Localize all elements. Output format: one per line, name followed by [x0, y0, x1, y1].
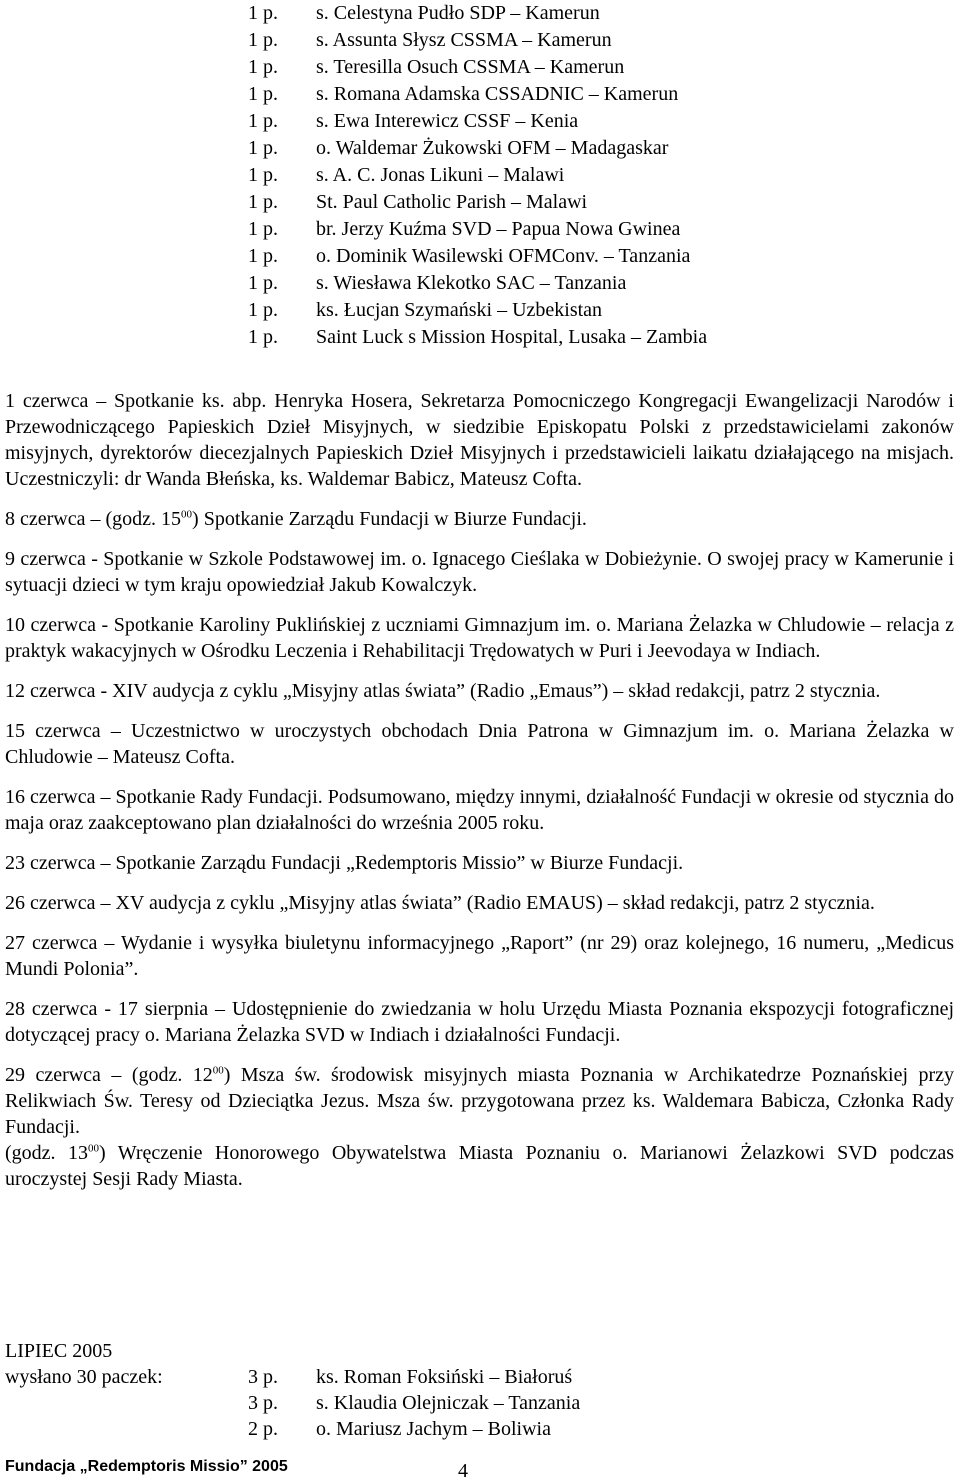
recipient: br. Jerzy Kuźma SVD – Papua Nowa Gwinea — [316, 218, 681, 240]
time-superscript: 00 — [212, 1064, 224, 1077]
distribution-row — [248, 189, 948, 216]
chronicle-entry: 15 czerwca – Uczestnictwo w uroczystych obchodach Dnia Patrona w Gimnazjum im. o. Mariana Żelazka w Chludowie – Mateusz Cofta. — [5, 720, 954, 768]
time-superscript: 00 — [181, 508, 193, 521]
distribution-row — [248, 108, 948, 135]
recipient: Saint Luck s Mission Hospital, Lusaka – Zambia — [316, 326, 708, 348]
quantity: 1 p. — [248, 272, 278, 294]
entry-text: ) Spotkanie Zarządu Fundacji w Biurze Fundacji. — [192, 508, 587, 530]
recipient: s. Assunta Słysz CSSMA – Kamerun — [316, 29, 612, 51]
chronicle-entry: 23 czerwca – Spotkanie Zarządu Fundacji „Redemptoris Missio” w Biurze Fundacji. — [5, 852, 684, 874]
recipient: s. Teresilla Osuch CSSMA – Kamerun — [316, 56, 625, 78]
quantity: 1 p. — [248, 83, 278, 105]
distribution-row — [248, 0, 948, 27]
recipient: o. Waldemar Żukowski OFM – Madagaskar — [316, 137, 669, 159]
distribution-row — [248, 135, 948, 162]
section-heading: LIPIEC 2005 — [5, 1340, 113, 1362]
recipient: St. Paul Catholic Parish – Malawi — [316, 191, 588, 213]
page-footer — [5, 1458, 705, 1482]
recipient: s. Wiesława Klekotko SAC – Tanzania — [316, 272, 627, 294]
distribution-row — [248, 216, 948, 243]
shipment-row — [5, 1390, 705, 1416]
quantity: 3 p. — [248, 1366, 278, 1388]
quantity: 1 p. — [248, 110, 278, 132]
shipment-label: wysłano 30 paczek: — [5, 1366, 163, 1388]
shipment-row — [5, 1416, 705, 1442]
chronicle-entry — [5, 1140, 954, 1192]
chronicle-entry: 12 czerwca - XIV audycja z cyklu „Misyjny atlas świata” (Radio „Emaus”) – skład redakcji, patrz 2 stycznia. — [5, 680, 881, 702]
recipient: ks. Roman Foksiński – Białoruś — [316, 1366, 573, 1388]
quantity: 1 p. — [248, 245, 278, 267]
distribution-row — [248, 324, 948, 351]
chronicle-entry: 9 czerwca - Spotkanie w Szkole Podstawowej im. o. Ignacego Cieślaka w Dobieżynie. O swojej pracy w Kamerunie i sytuacji dzieci w tym kraju opowiedział Jakub Kowalczyk. — [5, 548, 954, 596]
distribution-row — [248, 297, 948, 324]
recipient: s. Ewa Interewicz CSSF – Kenia — [316, 110, 579, 132]
entry-text: 29 czerwca – (godz. 12 — [5, 1064, 213, 1086]
distribution-row — [248, 81, 948, 108]
quantity: 1 p. — [248, 191, 278, 213]
recipient: s. Romana Adamska CSSADNIC – Kamerun — [316, 83, 679, 105]
shipment-row — [5, 1364, 705, 1390]
entry-text: 8 czerwca – (godz. 15 — [5, 508, 182, 530]
quantity: 3 p. — [248, 1392, 278, 1414]
entry-text: ) Wręczenie Honorowego Obywatelstwa Miasta Poznaniu o. Marianowi Żelazkowi SVD podczas uroczystej Sesji Rady Miasta. — [5, 1142, 954, 1190]
chronicle-entry — [5, 506, 954, 532]
distribution-row — [248, 270, 948, 297]
chronicle-entries — [5, 388, 954, 1192]
quantity: 1 p. — [248, 29, 278, 51]
quantity: 1 p. — [248, 137, 278, 159]
chronicle-entry: 16 czerwca – Spotkanie Rady Fundacji. Podsumowano, między innymi, działalność Fundacji w okresie od stycznia do maja oraz zaakceptowano plan działalności do września 2005 roku. — [5, 786, 954, 834]
chronicle-entry: 28 czerwca - 17 sierpnia – Udostępnienie do zwiedzania w holu Urzędu Miasta Poznania ekspozycji fotograficznej dotyczącej pracy o. Mariana Żelazka SVD w Indiach i działalności Fundacji. — [5, 998, 954, 1046]
quantity: 2 p. — [248, 1418, 278, 1440]
recipient: o. Mariusz Jachym – Boliwia — [316, 1418, 551, 1440]
recipient: s. Celestyna Pudło SDP – Kamerun — [316, 2, 600, 24]
quantity: 1 p. — [248, 2, 278, 24]
distribution-row — [248, 243, 948, 270]
quantity: 1 p. — [248, 326, 278, 348]
chronicle-entry — [5, 1062, 954, 1140]
chronicle-entry: 1 czerwca – Spotkanie ks. abp. Henryka Hosera, Sekretarza Pomocniczego Kongregacji Ewangelizacji Narodów i Przewodniczącego Papieskich Dzieł Misyjnych, w siedzibie Episkopatu Polski z przedstawicielami zakonów misyjnych, dyrektorów diecezjalnych Papieskich Dzieł Misyjnych i przedstawicieli laikatu działającego na misjach. Uczestniczyli: dr Wanda Błeńska, ks. Waldemar Babicz, Mateusz Cofta. — [5, 390, 954, 490]
entry-text: (godz. 13 — [5, 1142, 89, 1164]
time-superscript: 00 — [88, 1142, 100, 1155]
chronicle-entry: 27 czerwca – Wydanie i wysyłka biuletynu informacyjnego „Raport” (nr 29) oraz kolejnego, 16 numeru, „Medicus Mundi Polonia”. — [5, 932, 954, 980]
distribution-row — [248, 27, 948, 54]
recipient: s. Klaudia Olejniczak – Tanzania — [316, 1392, 581, 1414]
page-number: 4 — [458, 1460, 468, 1482]
entry-text: ) Msza św. środowisk misyjnych miasta Poznania w Archikatedrze Poznańskiej przy Relikwiach Św. Teresy od Dzieciątka Jezus. Msza św. przygotowana przez ks. Waldemara Babicza, Członka Rady Fundacji. — [5, 1064, 954, 1138]
chronicle-entry: 26 czerwca – XV audycja z cyklu „Misyjny atlas świata” (Radio EMAUS) – skład redakcji, patrz 2 stycznia. — [5, 892, 875, 914]
chronicle-entry: 10 czerwca - Spotkanie Karoliny Puklińskiej z uczniami Gimnazjum im. o. Mariana Żelazka w Chludowie – relacja z praktyk wakacyjnych w Ośrodku Leczenia i Rehabilitacji Trędowatych w Puri i Jeevodaya w Indiach. — [5, 614, 954, 662]
recipient: ks. Łucjan Szymański – Uzbekistan — [316, 299, 603, 321]
quantity: 1 p. — [248, 56, 278, 78]
distribution-row — [248, 54, 948, 81]
recipient: o. Dominik Wasilewski OFMConv. – Tanzania — [316, 245, 691, 267]
recipient: s. A. C. Jonas Likuni – Malawi — [316, 164, 565, 186]
distribution-list — [248, 0, 948, 351]
quantity: 1 p. — [248, 164, 278, 186]
quantity: 1 p. — [248, 299, 278, 321]
july-section — [5, 1338, 705, 1442]
distribution-row — [248, 162, 948, 189]
footer-text: Fundacja „Redemptoris Missio” 2005 — [5, 1458, 288, 1475]
quantity: 1 p. — [248, 218, 278, 240]
